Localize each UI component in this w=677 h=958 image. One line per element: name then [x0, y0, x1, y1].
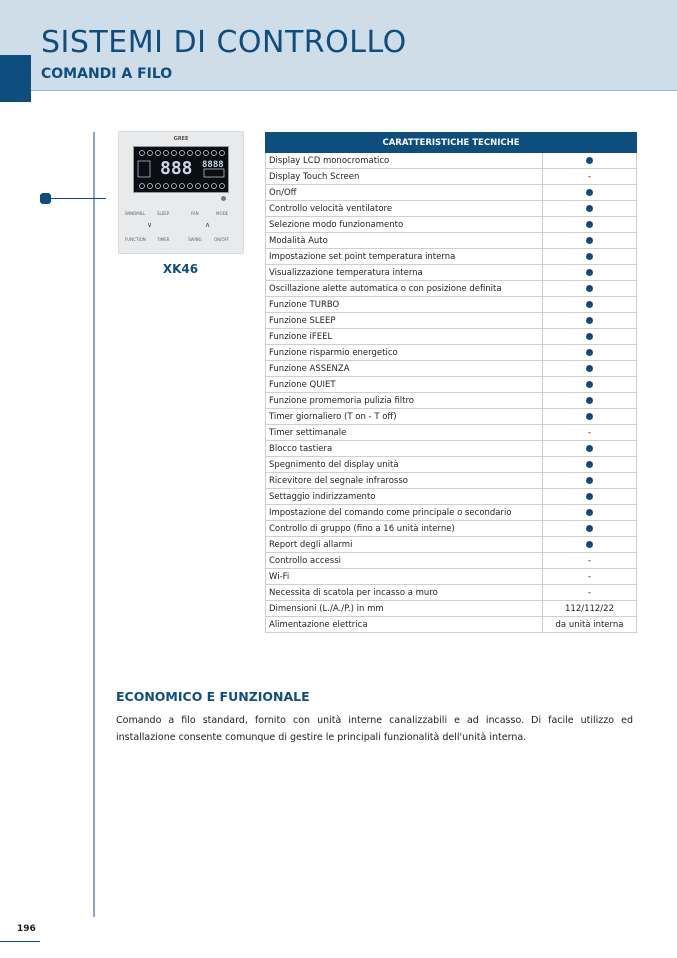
device-button-label: SLEEP	[157, 211, 170, 216]
table-row	[266, 233, 637, 249]
feature-value	[543, 185, 637, 201]
page-number-rule	[0, 941, 40, 942]
section-body: Comando a filo standard, fornito con unità interne canalizzabili e ad incasso. Di facile utilizzo ed installazione consente comunque di gestire le principali funzionalità dell'unità interna.	[116, 715, 633, 743]
header-tab-marker	[0, 55, 31, 102]
available-dot-icon	[586, 189, 593, 196]
sensor-dot	[221, 196, 226, 201]
feature-label: Blocco tastiera	[266, 441, 543, 457]
feature-value	[543, 345, 637, 361]
feature-value: 112/112/22	[543, 601, 637, 617]
lcd-display	[133, 146, 229, 193]
available-dot-icon	[586, 269, 593, 276]
device-button-label: FUNCTION	[125, 237, 146, 242]
table-row	[266, 393, 637, 409]
feature-value	[543, 473, 637, 489]
product-model: XK46	[162, 262, 199, 276]
header-divider	[0, 90, 677, 91]
feature-value	[543, 201, 637, 217]
feature-value	[543, 249, 637, 265]
table-row	[266, 425, 637, 441]
available-dot-icon	[586, 333, 593, 340]
feature-label: On/Off	[266, 185, 543, 201]
feature-label: Ricevitore del segnale infrarosso	[266, 473, 543, 489]
table-row	[266, 361, 637, 377]
feature-label: Dimensioni (L./A./P.) in mm	[266, 601, 543, 617]
feature-value	[543, 297, 637, 313]
available-dot-icon	[586, 301, 593, 308]
available-dot-icon	[586, 525, 593, 532]
feature-value	[543, 265, 637, 281]
table-row	[266, 457, 637, 473]
available-dot-icon	[586, 445, 593, 452]
feature-label: Timer settimanale	[266, 425, 543, 441]
feature-label: Impostazione set point temperatura interna	[266, 249, 543, 265]
feature-label: Necessita di scatola per incasso a muro	[266, 585, 543, 601]
feature-value: -	[543, 585, 637, 601]
marker-connector	[50, 198, 106, 199]
available-dot-icon	[586, 253, 593, 260]
feature-label: Oscillazione alette automatica o con posizione definita	[266, 281, 543, 297]
table-row	[266, 569, 637, 585]
chevron-down-icon: ∨	[147, 221, 153, 229]
feature-value	[543, 217, 637, 233]
feature-value	[543, 329, 637, 345]
table-row	[266, 297, 637, 313]
feature-value	[543, 489, 637, 505]
lcd-main-digits: 888	[160, 158, 193, 179]
feature-label: Alimentazione elettrica	[266, 617, 543, 633]
feature-label: Funzione promemoria pulizia filtro	[266, 393, 543, 409]
feature-value	[543, 505, 637, 521]
spec-table-body	[266, 153, 637, 633]
feature-label: Wi-Fi	[266, 569, 543, 585]
table-row	[266, 553, 637, 569]
feature-value: -	[543, 569, 637, 585]
table-row	[266, 489, 637, 505]
available-dot-icon	[586, 285, 593, 292]
page-number: 196	[17, 924, 36, 934]
feature-label: Funzione iFEEL	[266, 329, 543, 345]
feature-value	[543, 441, 637, 457]
feature-label: Visualizzazione temperatura interna	[266, 265, 543, 281]
feature-label: Funzione QUIET	[266, 377, 543, 393]
feature-value: da unità interna	[543, 617, 637, 633]
feature-label: Report degli allarmi	[266, 537, 543, 553]
available-dot-icon	[586, 317, 593, 324]
available-dot-icon	[586, 461, 593, 468]
vertical-rule	[93, 132, 95, 917]
feature-label: Controllo accessi	[266, 553, 543, 569]
feature-label: Funzione risparmio energetico	[266, 345, 543, 361]
feature-value	[543, 393, 637, 409]
feature-value: -	[543, 553, 637, 569]
feature-label: Funzione SLEEP	[266, 313, 543, 329]
device-button-label: WINDMILL	[125, 211, 146, 216]
table-row	[266, 441, 637, 457]
table-row	[266, 201, 637, 217]
device-button-label: TIMER	[157, 237, 170, 242]
table-row	[266, 409, 637, 425]
available-dot-icon	[586, 157, 593, 164]
feature-value	[543, 233, 637, 249]
feature-label: Spegnimento del display unità	[266, 457, 543, 473]
table-row	[266, 169, 637, 185]
table-row	[266, 217, 637, 233]
feature-label: Controllo velocità ventilatore	[266, 201, 543, 217]
table-row	[266, 377, 637, 393]
table-row	[266, 585, 637, 601]
device-button-label: FAN	[191, 211, 199, 216]
feature-label: Impostazione del comando come principale o secondario	[266, 505, 543, 521]
feature-label: Modalità Auto	[266, 233, 543, 249]
table-row	[266, 505, 637, 521]
feature-value	[543, 377, 637, 393]
available-dot-icon	[586, 413, 593, 420]
device-button-label: MODE	[216, 211, 229, 216]
feature-value	[543, 313, 637, 329]
available-dot-icon	[586, 365, 593, 372]
feature-label: Funzione ASSENZA	[266, 361, 543, 377]
page-title: SISTEMI DI CONTROLLO	[41, 25, 407, 60]
available-dot-icon	[586, 397, 593, 404]
feature-value	[543, 537, 637, 553]
feature-label: Selezione modo funzionamento	[266, 217, 543, 233]
feature-label: Controllo di gruppo (fino a 16 unità interne)	[266, 521, 543, 537]
device-button-label: ON/OFF	[214, 237, 230, 242]
table-row	[266, 601, 637, 617]
available-dot-icon	[586, 493, 593, 500]
table-row	[266, 265, 637, 281]
available-dot-icon	[586, 381, 593, 388]
table-row	[266, 281, 637, 297]
table-row	[266, 537, 637, 553]
available-dot-icon	[586, 541, 593, 548]
spec-table-header: CARATTERISTICHE TECNICHE	[266, 133, 637, 153]
table-row	[266, 185, 637, 201]
feature-value	[543, 281, 637, 297]
available-dot-icon	[586, 349, 593, 356]
page-subtitle: COMANDI A FILO	[41, 66, 173, 82]
product-brand-logo: GREE	[173, 136, 189, 142]
table-row	[266, 153, 637, 169]
product-image	[118, 131, 244, 254]
table-row	[266, 329, 637, 345]
table-row	[266, 617, 637, 633]
section-title: ECONOMICO E FUNZIONALE	[116, 689, 310, 704]
table-row	[266, 313, 637, 329]
device-button-label: SWING	[188, 237, 202, 242]
available-dot-icon	[586, 205, 593, 212]
feature-value	[543, 521, 637, 537]
feature-label: Timer giornaliero (T on - T off)	[266, 409, 543, 425]
feature-value: -	[543, 169, 637, 185]
feature-label: Funzione TURBO	[266, 297, 543, 313]
available-dot-icon	[586, 509, 593, 516]
feature-value	[543, 361, 637, 377]
available-dot-icon	[586, 237, 593, 244]
chevron-up-icon: ∧	[205, 221, 211, 229]
table-row	[266, 473, 637, 489]
feature-label: Display Touch Screen	[266, 169, 543, 185]
table-row	[266, 249, 637, 265]
available-dot-icon	[586, 221, 593, 228]
feature-value	[543, 153, 637, 169]
feature-value	[543, 409, 637, 425]
table-row	[266, 521, 637, 537]
feature-value: -	[543, 425, 637, 441]
feature-label: Settaggio indirizzamento	[266, 489, 543, 505]
feature-value	[543, 457, 637, 473]
table-row	[266, 345, 637, 361]
lcd-side-digits: 8888	[202, 160, 224, 170]
feature-label: Display LCD monocromatico	[266, 153, 543, 169]
spec-table	[265, 132, 637, 633]
available-dot-icon	[586, 477, 593, 484]
